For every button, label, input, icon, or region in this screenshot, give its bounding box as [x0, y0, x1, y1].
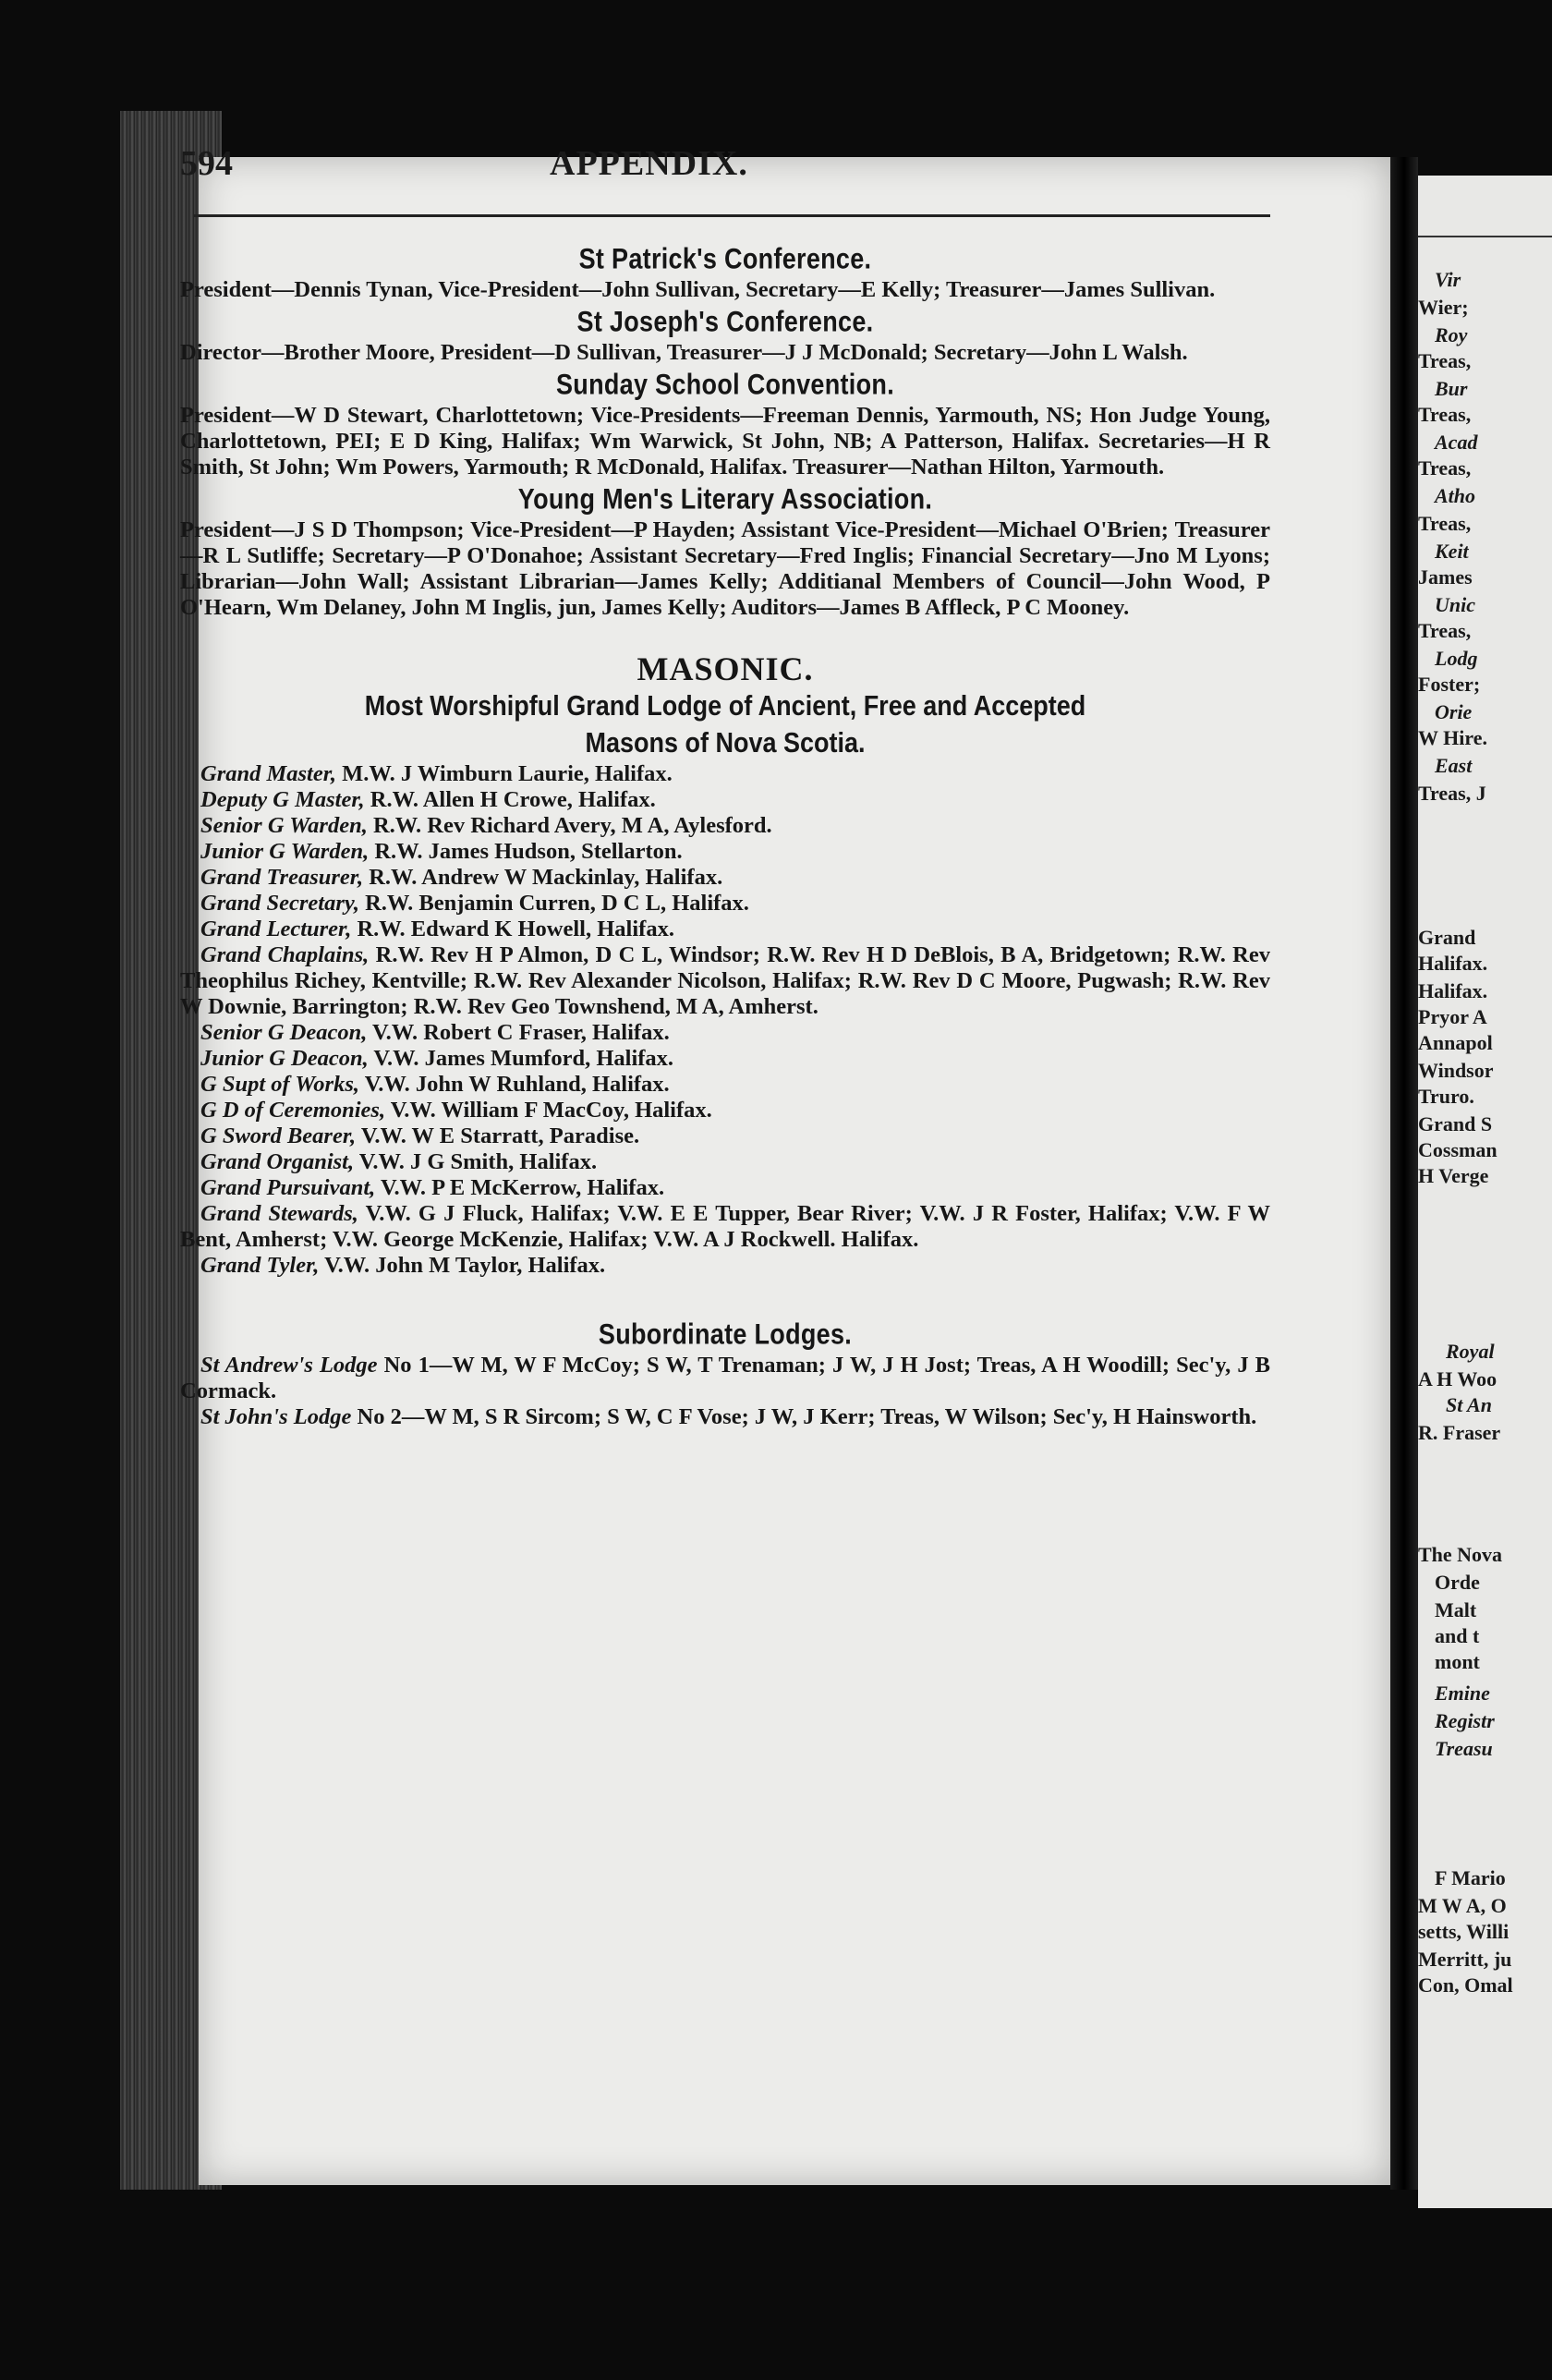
- officer-details: R.W. James Hudson, Stellarton.: [369, 839, 683, 864]
- page-header: [180, 143, 1270, 199]
- right-page-line: Treas,: [1418, 619, 1472, 642]
- right-page-line: Treas,: [1418, 456, 1472, 480]
- officer-title: G Supt of Works,: [200, 1072, 360, 1097]
- section-body-sunday-school: President—W D Stewart, Charlottetown; Vice-Presidents—Freeman Dennis, Yarmouth, NS; Hon Judge Young, Charlottetown, PEI; E D King, Halifax; Wm Warwick, St John, NB; A Patterson, Halifax. Secretaries—H R Smith, St John; Wm Powers, Yarmouth; R McDonald, Halifax. Treasurer—Nathan Hilton, Yarmouth.: [180, 403, 1270, 480]
- officer-entry: [180, 1175, 1270, 1201]
- lodge-details: No 1—W M, W F McCoy; S W, T Trenaman; J W, J H Jost; Treas, A H Woodill; Sec'y, J B Cormack.: [180, 1353, 1270, 1403]
- right-page-line: and t: [1435, 1624, 1480, 1647]
- right-page-line: M W A, O: [1418, 1894, 1507, 1917]
- right-page-line: Treas,: [1418, 512, 1472, 535]
- right-page-line: Keit: [1435, 540, 1469, 563]
- section-title-st-patricks: St Patrick's Conference.: [578, 242, 872, 275]
- right-page-line: Truro.: [1418, 1085, 1474, 1108]
- right-page-line: Halifax.: [1418, 952, 1488, 975]
- right-page-line: Wier;: [1418, 296, 1469, 319]
- running-head: APPENDIX.: [550, 144, 748, 183]
- officer-entry: [180, 1020, 1270, 1046]
- officer-title: Senior G Deacon,: [200, 1020, 368, 1045]
- officer-title: Senior G Warden,: [200, 813, 368, 838]
- right-page-line: James: [1418, 565, 1473, 589]
- right-page-line: Grand: [1418, 926, 1476, 949]
- officer-title: Grand Master,: [200, 761, 337, 786]
- officer-details: R.W. Rev Richard Avery, M A, Aylesford.: [367, 813, 772, 838]
- lodge-entry: [180, 1404, 1270, 1430]
- officer-details: V.W. P E McKerrow, Halifax.: [375, 1175, 665, 1200]
- right-page-line: W Hire.: [1418, 726, 1487, 749]
- grand-lodge-title: [180, 687, 1270, 762]
- officer-title: Junior G Deacon,: [200, 1046, 369, 1071]
- right-page-line: Orde: [1435, 1571, 1480, 1594]
- right-page-line: H Verge: [1418, 1164, 1489, 1187]
- officer-details: V.W. John M Taylor, Halifax.: [319, 1253, 606, 1278]
- officer-details: R.W. Edward K Howell, Halifax.: [351, 917, 674, 941]
- right-page-line: Emine: [1435, 1682, 1490, 1705]
- right-page-line: Treas, J: [1418, 782, 1486, 805]
- officer-entry: [180, 891, 1270, 917]
- officer-entry: [180, 1149, 1270, 1175]
- officer-title: G D of Ceremonies,: [200, 1098, 386, 1123]
- section-body-st-patricks: President—Dennis Tynan, Vice-President—John Sullivan, Secretary—E Kelly; Treasurer—James Sullivan.: [180, 277, 1216, 302]
- officer-entry: [180, 1046, 1270, 1072]
- right-page-line: R. Fraser: [1418, 1421, 1501, 1444]
- right-page-line: Unic: [1435, 593, 1475, 616]
- officer-details: V.W. G J Fluck, Halifax; V.W. E E Tupper, Bear River; V.W. J R Foster, Halifax; V.W. F W Bent, Amherst; V.W. George McKenzie, Halifax; V.W. A J Rockwell. Halifax.: [180, 1201, 1270, 1252]
- officer-title: Deputy G Master,: [200, 787, 365, 812]
- section-title-sunday-school: Sunday School Convention.: [555, 368, 894, 401]
- right-page-line: Royal: [1446, 1340, 1495, 1363]
- officer-details: R.W. Benjamin Curren, D C L, Halifax.: [358, 891, 749, 916]
- section-body-young-mens: President—J S D Thompson; Vice-President—P Hayden; Assistant Vice-President—Michael O'Brien; Treasurer—R L Sutliffe; Secretary—P O'Donahoe; Assistant Secretary—Fred Inglis; Financial Secretary—Jno M Lyons; Librarian—John Wall; Assistant Librarian—James Kelly; Additianal Members of Council—John Wood, P O'Hearn, Wm Delaney, John M Inglis, jun, James Kelly; Auditors—James B Affleck, P C Mooney.: [180, 517, 1270, 620]
- officer-title: Grand Tyler,: [200, 1253, 320, 1278]
- right-page-line: Orie: [1435, 700, 1473, 723]
- right-page-rule: [1418, 236, 1552, 237]
- officer-title: Grand Stewards,: [200, 1201, 358, 1226]
- officer-details: R.W. Andrew W Mackinlay, Halifax.: [363, 865, 723, 890]
- right-page-line: East: [1435, 754, 1473, 777]
- officer-entry: [180, 917, 1270, 942]
- officer-details: V.W. J G Smith, Halifax.: [354, 1149, 598, 1174]
- right-page-line: Acad: [1435, 431, 1478, 454]
- section-title-masonic: MASONIC.: [637, 650, 814, 687]
- right-page-line: F Mario: [1435, 1866, 1506, 1889]
- officer-entry: [180, 813, 1270, 839]
- right-page-line: Windsor: [1418, 1059, 1494, 1082]
- right-page-line: Treasu: [1435, 1737, 1493, 1760]
- right-page-line: A H Woo: [1418, 1367, 1497, 1390]
- lodge-name: St Andrew's Lodge: [200, 1353, 378, 1378]
- right-page-line: Vir: [1435, 268, 1461, 291]
- officer-title: Grand Treasurer,: [200, 865, 364, 890]
- subordinate-lodges-list: [180, 1353, 1270, 1430]
- lodge-name: St John's Lodge: [200, 1404, 352, 1429]
- section-title-subordinate: Subordinate Lodges.: [598, 1318, 853, 1351]
- right-page-line: Cossman: [1418, 1138, 1497, 1161]
- officer-title: Junior G Warden,: [200, 839, 370, 864]
- officer-details: R.W. Rev H P Almon, D C L, Windsor; R.W. Rev H D DeBlois, B A, Bridgetown; R.W. Rev Theophilus Richey, Kentville; R.W. Rev Alexander Nicolson, Halifax; R.W. Rev D C Moore, Pugwash; R.W. Rev W Downie, Barrington; R.W. Rev Geo Townshend, M A, Amherst.: [180, 942, 1270, 1019]
- right-page-line: The Nova: [1418, 1543, 1503, 1566]
- page-content: [180, 240, 1270, 1430]
- officer-entry: [180, 787, 1270, 813]
- officer-entry: [180, 761, 1270, 787]
- officer-details: R.W. Allen H Crowe, Halifax.: [364, 787, 656, 812]
- officer-entry: [180, 1201, 1270, 1253]
- lodge-details: No 2—W M, S R Sircom; S W, C F Vose; J W, J Kerr; Treas, W Wilson; Sec'y, H Hainsworth.: [351, 1404, 1257, 1429]
- officer-title: G Sword Bearer,: [200, 1123, 357, 1148]
- right-page-line: Merritt, ju: [1418, 1948, 1512, 1971]
- officer-entry: [180, 1123, 1270, 1149]
- right-page-line: Grand S: [1418, 1112, 1493, 1135]
- officer-entry: [180, 942, 1270, 1020]
- officer-title: Grand Chaplains,: [200, 942, 370, 967]
- right-page-line: Registr: [1435, 1709, 1495, 1732]
- right-page-line: Halifax.: [1418, 979, 1488, 1002]
- officer-details: V.W. James Mumford, Halifax.: [368, 1046, 674, 1071]
- spacer: [180, 1279, 1270, 1316]
- lodge-entry: [180, 1353, 1270, 1404]
- header-rule: [194, 214, 1270, 217]
- right-page-line: mont: [1435, 1650, 1480, 1673]
- officer-title: Grand Secretary,: [200, 891, 359, 916]
- officer-title: Grand Pursuivant,: [200, 1175, 376, 1200]
- officer-details: V.W. Robert C Fraser, Halifax.: [367, 1020, 670, 1045]
- right-page-line: St An: [1446, 1393, 1492, 1416]
- right-page-line: Foster;: [1418, 673, 1481, 696]
- right-page-line: Treas,: [1418, 403, 1472, 426]
- officer-details: V.W. W E Starratt, Paradise.: [356, 1123, 640, 1148]
- officer-entry: [180, 1072, 1270, 1098]
- officer-title: Grand Organist,: [200, 1149, 355, 1174]
- grand-lodge-title-line-2: Masons of Nova Scotia.: [585, 727, 866, 759]
- right-page-line: Con, Omal: [1418, 1973, 1513, 1997]
- right-page-line: Lodg: [1435, 647, 1478, 670]
- officer-entry: [180, 839, 1270, 865]
- right-page-line: Treas,: [1418, 349, 1472, 372]
- officer-entry: [180, 1098, 1270, 1123]
- section-title-young-mens: Young Men's Literary Association.: [517, 482, 933, 516]
- right-page-line: Pryor A: [1418, 1005, 1487, 1028]
- right-page-line: setts, Willi: [1418, 1920, 1510, 1943]
- officer-details: M.W. J Wimburn Laurie, Halifax.: [336, 761, 673, 786]
- grand-lodge-title-line-1: Most Worshipful Grand Lodge of Ancient, Free and Accepted: [364, 690, 1086, 722]
- right-page-line: Malt: [1435, 1598, 1477, 1621]
- grand-lodge-officers: [180, 761, 1270, 1279]
- right-page-line: Annapol: [1418, 1031, 1493, 1054]
- officer-entry: [180, 1253, 1270, 1279]
- officer-title: Grand Lecturer,: [200, 917, 352, 941]
- right-page-line: Bur: [1435, 377, 1468, 400]
- right-page-line: Atho: [1435, 484, 1476, 507]
- officer-details: V.W. John W Ruhland, Halifax.: [359, 1072, 670, 1097]
- page-number: 594: [180, 144, 233, 183]
- book-gutter: [1390, 157, 1418, 2190]
- section-title-st-josephs: St Joseph's Conference.: [576, 305, 874, 338]
- officer-entry: [180, 865, 1270, 891]
- right-page-fragment: [1418, 176, 1552, 2208]
- section-body-st-josephs: Director—Brother Moore, President—D Sullivan, Treasurer—J J McDonald; Secretary—John L Walsh.: [180, 340, 1188, 365]
- right-page-line: Roy: [1435, 323, 1468, 346]
- officer-details: V.W. William F MacCoy, Halifax.: [385, 1098, 712, 1123]
